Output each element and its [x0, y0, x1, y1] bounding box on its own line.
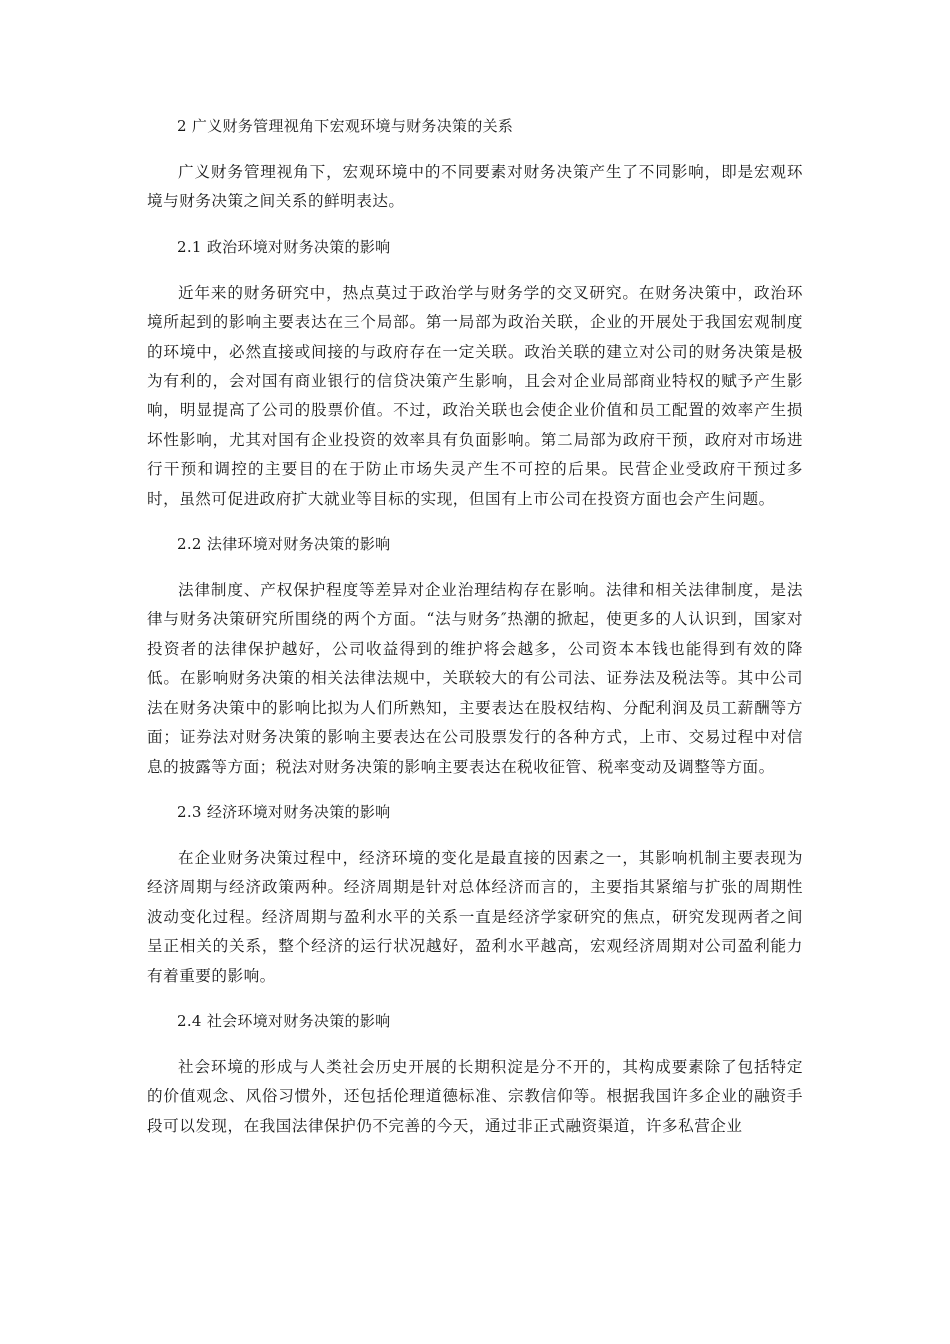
section-paragraph: 近年来的财务研究中，热点莫过于政治学与财务学的交叉研究。在财务决策中，政治环境所起到的影响主要表达在三个局部。第一局部为政治关联，企业的开展处于我国宏观制度的环境中，必然直接或间接的与政府存在一定关联。政治关联的建立对公司的财务决策是极为有利的，会对国有商业银行的信贷决策产生影响，且会对企业局部商业特权的赋予产生影响，明显提高了公司的股票价值。不过，政治关联也会使企业价值和员工配置的效率产生损坏性影响，尤其对国有企业投资的效率具有负面影响。第二局部为政府干预，政府对市场进行干预和调控的主要目的在于防止市场失灵产生不可控的后果。民营企业受政府干预过多时，虽然可促进政府扩大就业等目标的实现，但国有上市公司在投资方面也会产生问题。 [147, 283, 803, 508]
section-heading: 2.3 经济环境对财务决策的影响 [177, 802, 391, 821]
section-paragraph: 法律制度、产权保护程度等差异对企业治理结构存在影响。法律和相关法律制度，是法律与财务决策研究所围绕的两个方面。“法与财务″热潮的掀起，使更多的人认识到，国家对投资者的法律保护越好，公司收益得到的维护将会越多，公司资本本钱也能得到有效的降低。在影响财务决策的相关法律法规中，关联较大的有公司法、证券法及税法等。其中公司法在财务决策中的影响比拟为人们所熟知，主要表达在股权结构、分配利润及员工薪酬等方面；证券法对财务决策的影响主要表达在公司股票发行的各种方式，上市、交易过程中对信息的披露等方面；税法对财务决策的影响主要表达在税收征管、税率变动及调整等方面。 [147, 581, 803, 776]
section-heading: 2.2 法律环境对财务决策的影响 [177, 535, 391, 554]
section-heading: 2 广义财务管理视角下宏观环境与财务决策的关系 [177, 117, 514, 135]
section-paragraph: 广义财务管理视角下，宏观环境中的不同要素对财务决策产生了不同影响，即是宏观环境与财务决策之间关系的鲜明表达。 [147, 163, 803, 211]
document-body [147, 112, 803, 1157]
section-heading: 2.4 社会环境对财务决策的影响 [177, 1011, 391, 1030]
section-paragraph: 在企业财务决策过程中，经济环境的变化是最直接的因素之一，其影响机制主要表现为经济周期与经济政策两种。经济周期是针对总体经济而言的，主要指其紧缩与扩张的周期性波动变化过程。经济周期与盈利水平的关系一直是经济学家研究的焦点，研究发现两者之间呈正相关的关系，整个经济的运行状况越好，盈利水平越高，宏观经济周期对公司盈利能力有着重要的影响。 [147, 848, 803, 985]
section-paragraph: 社会环境的形成与人类社会历史开展的长期积淀是分不开的，其构成要素除了包括特定的价值观念、风俗习惯外，还包括伦理道德标准、宗教信仰等。根据我国许多企业的融资手段可以发现，在我国法律保护仍不完善的今天，通过非正式融资渠道，许多私营企业 [147, 1057, 803, 1135]
section-heading: 2.1 政治环境对财务决策的影响 [177, 237, 391, 256]
